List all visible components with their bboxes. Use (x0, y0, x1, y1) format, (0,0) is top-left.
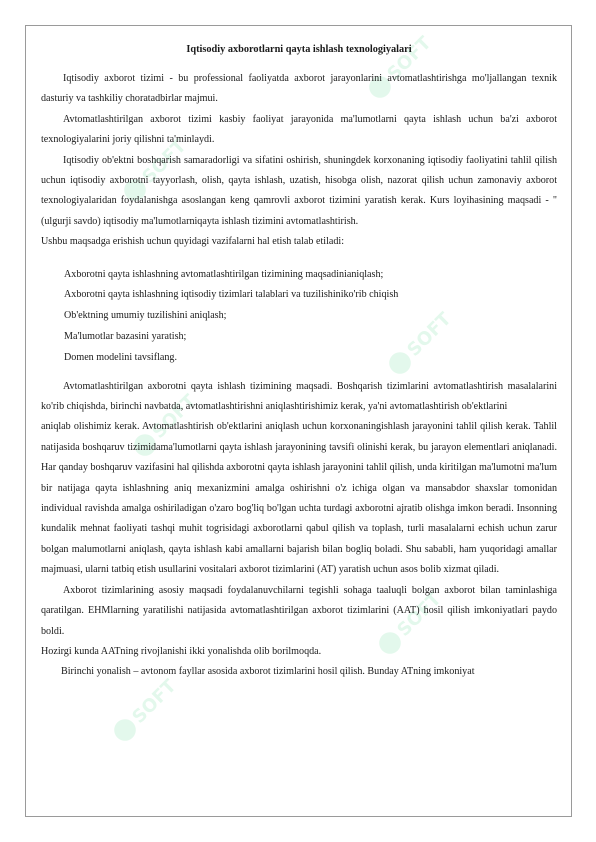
task-list-item: Domen modelini tavsiflang. (64, 351, 177, 363)
task-list-item: Axborotni qayta ishlashning avtomatlashtirilgan tizimining maqsadinianiqlash; (64, 268, 384, 280)
task-list-item: Ob'ektning umumiy tuzilishini aniqlash; (64, 310, 227, 322)
paragraph-directions: Hozirgi kunda AATning rivojlanishi ikki yonalishda olib borilmoqda. (41, 645, 322, 657)
watermark-text: SOFT (128, 675, 181, 728)
task-list-item: Ma'lumotlar bazasini yaratish; (64, 331, 187, 343)
paragraph-automated-system: Avtomatlashtirilgan axborot tizimi kasbiy faoliyat jarayonida ma'lumotlarni qayta ishlash uchun ba'zi axborot texnologiyalarini joriy qilishni ta'minlaydi. (41, 113, 557, 146)
watermark-text: SOFT (393, 588, 446, 641)
watermark-text: SOFT (383, 32, 436, 85)
paragraph-main-goal: Axborot tizimlarining asosiy maqsadi foydalanuvchilarni tegishli sohaga taaluqli bolgan axborot bilan taminlashiga qaratilgan. EHMlarning yaratilishi natijasida avtomatlashtirilgan axborot tizimlarini (AAT) hosil qilish imkoniyatlari paydo boldi. (41, 584, 557, 637)
paragraph-task-intro: Ushbu maqsadga erishish uchun quyidagi vazifalarni hal etish talab etiladi: (41, 236, 345, 248)
paragraph-aat-goal: Avtomatlashtirilgan axborotni qayta ishlash tizimining maqsadi. Boshqarish tizimlarini avtomatlashtirish masalalarini ko'rib chiqishda, birinchi navbatda, avtomatlashtirishni aniqlashtirishimiz kerak, ya'ni avtomatlashtirish ob'ektlarini (41, 380, 557, 413)
paragraph-first-direction: Birinchi yonalish – avtonom fayllar asosida axborot tizimlarini hosil qilish. Bunday ATning imkoniyat (61, 666, 475, 678)
watermark-text: SOFT (138, 135, 191, 188)
document-title: Iqtisodiy axborotlarni qayta ishlash texnologiyalari (186, 44, 412, 55)
paragraph-aat-analysis: aniqlab olishimiz kerak. Avtomatlashtirish ob'ektlarini aniqlash uchun korxonaningishlash jarayonini tahlil qilish kerak. Tahlil natijasida boshqaruv tizimidama'lumotlarni qayta ishlash jarayonining tavsifi olinishi kerak, bu jarayon elementlari aniqlanadi. Har qanday boshqaruv vazifasini hal qilishda axborotni qayta ishlash jarayonini tahlil qilish, unda kiritilgan ma'lumotni ma'lum bir natijaga qayta ishlashning aniq mexanizmini amalga oshirishni o'z ichiga olgan va mansabdor shaxslar tomonidan individual ravishda amalga oshiriladigan o'zaro bog'liq bo'lgan uchta turdagi axborotni ajratib olishga imkon beradi. Insonning kundalik mehnat faoliyati tashqi muhit togrisidagi axborotlarni qabul qilish va toplash, turli masalalarni echish uchun zarur bolgan malumotlarni aniqlash, qayta ishlash kabi amallarni bajarish bilan bogliq boladi. Shu sababli, ham yuqoridagi amallar majmuasi, ularni tatbiq etish usullarini vositalari axborot tizimlarini (AT) yaratish uchun asos bolib xizmat qiladi. (41, 421, 557, 576)
paragraph-definition: Iqtisodiy axborot tizimi - bu professional faoliyatda axborot jarayonlarini avtomatlashtirishga mo'ljallangan texnik dasturiy va tashkiliy choratadbirlar majmui. (41, 73, 557, 105)
paragraph-course-goal: Iqtisodiy ob'ektni boshqarish samaradorligi va sifatini oshirish, shuningdek korxonaning iqtisodiy faoliyatini tahlil qilish uchun iqtisodiy axborotni tayyorlash, olish, qayta ishlash, uzatish, hisobga olish, nazorat qilish uchun zamonaviy axborot texnologiyalaridan foydalanishga asoslangan keng qamrovli axborot tizimini yaratish kerak. Kurs loyihasining maqsadi - " (ulgurji savdo) iqtisodiy ma'lumotlarniqayta ishlash tizimini avtomatlashtirish. (41, 154, 557, 227)
task-list (41, 265, 557, 369)
watermark-text: SOFT (148, 390, 201, 443)
task-list-item: Axborotni qayta ishlashning iqtisodiy tizimlari talablari va tuzilishiniko'rib chiqish (64, 289, 399, 301)
watermark-text: SOFT (403, 308, 456, 361)
document-body (41, 40, 557, 683)
